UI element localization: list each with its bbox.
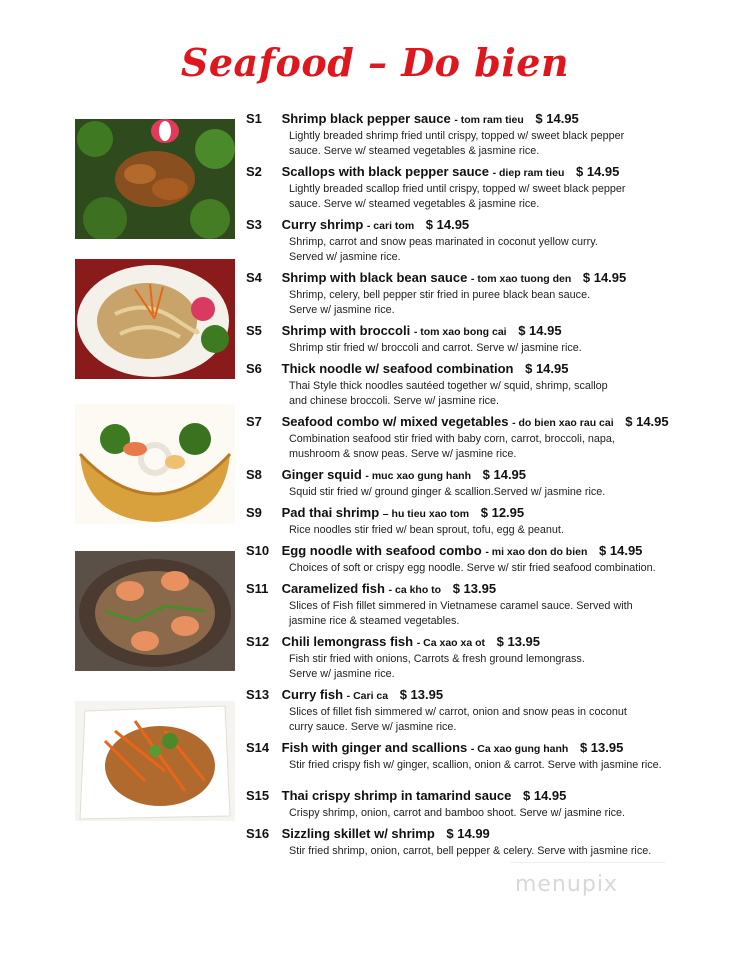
- menu-item: [246, 163, 741, 212]
- item-description: Stir fried shrimp, onion, carrot, bell pepper & celery. Serve with jasmine rice.: [289, 845, 652, 857]
- item-description: Slices of Fish fillet simmered in Vietnamese caramel sauce. Served with: [289, 600, 633, 612]
- item-price: $ 14.95: [576, 164, 620, 179]
- menu-item: [246, 269, 741, 318]
- menu-item: [246, 466, 741, 500]
- item-price: $ 14.95: [523, 788, 567, 803]
- item-viet-name: - do bien xao rau cai: [512, 417, 614, 429]
- menu-item: [246, 739, 741, 773]
- item-viet-name: - cari tom: [366, 220, 415, 232]
- menu-item: [246, 413, 741, 462]
- item-name: Seafood combo w/ mixed vegetables: [281, 414, 509, 429]
- item-description: sauce. Serve w/ steamed vegetables & jasmine rice.: [289, 198, 540, 210]
- item-viet-name: - mi xao don do bien: [485, 546, 588, 558]
- item-name: Thick noodle w/ seafood combination: [281, 361, 514, 376]
- item-name: Curry fish: [281, 687, 344, 702]
- item-name: Sizzling skillet w/ shrimp: [281, 826, 435, 841]
- item-description: Fish stir fried with onions, Carrots & fresh ground lemongrass.: [289, 653, 585, 665]
- menu-list: [246, 110, 741, 863]
- item-viet-name: - muc xao gung hanh: [365, 470, 472, 482]
- item-price: $ 14.95: [525, 361, 569, 376]
- menu-item: [246, 580, 741, 629]
- item-description: Lightly breaded scallop fried until crispy, topped w/ sweet black pepper: [289, 183, 626, 195]
- item-code: S11: [246, 581, 269, 596]
- menu-item: [246, 787, 741, 821]
- item-code: S13: [246, 687, 270, 702]
- item-viet-name: - Ca xao xa ot: [416, 637, 486, 649]
- item-price: $ 14.95: [582, 270, 627, 285]
- item-viet-name: - ca kho to: [388, 584, 442, 596]
- item-description: Stir fried crispy fish w/ ginger, scallion, onion & carrot. Serve with jasmine rice.: [289, 759, 662, 771]
- item-code: S10: [246, 543, 270, 558]
- menu-item: [246, 633, 741, 682]
- item-price: $ 14.95: [535, 111, 579, 126]
- food-photo-noodle-plate: [75, 259, 235, 379]
- page-title: Seafood – Do bien: [180, 40, 570, 85]
- watermark-logo: menupix: [515, 872, 618, 897]
- menu-item: [246, 542, 741, 576]
- item-viet-name: - diep ram tieu: [492, 167, 565, 179]
- menu-item: [246, 825, 741, 859]
- menu-item: [246, 686, 741, 735]
- item-code: S6: [246, 361, 262, 376]
- item-description: Serve w/ jasmine rice.: [289, 304, 395, 316]
- item-description: sauce. Serve w/ steamed vegetables & jasmine rice.: [289, 145, 540, 157]
- menu-item: [246, 360, 741, 409]
- item-price: $ 13.95: [496, 634, 541, 649]
- item-description: Served w/ jasmine rice.: [289, 251, 401, 263]
- item-name: Shrimp black pepper sauce: [281, 111, 451, 126]
- item-name: Ginger squid: [281, 467, 362, 482]
- item-viet-name: - tom xao tuong den: [470, 273, 572, 285]
- item-viet-name: - tom ram tieu: [454, 114, 524, 126]
- item-code: S1: [246, 111, 262, 126]
- item-code: S16: [246, 826, 270, 841]
- food-photo-fish-ginger: [75, 701, 235, 821]
- menu-item: [246, 322, 741, 356]
- item-name: Chili lemongrass fish: [281, 634, 414, 649]
- item-code: S12: [246, 634, 270, 649]
- item-description: mushroom & snow peas. Serve w/ jasmine rice.: [289, 448, 517, 460]
- item-code: S14: [246, 740, 270, 755]
- item-price: $ 14.95: [482, 467, 527, 482]
- item-description: Squid stir fried w/ ground ginger & scallion.Served w/ jasmine rice.: [289, 486, 606, 498]
- item-price: $ 12.95: [480, 505, 525, 520]
- item-description: Serve w/ jasmine rice.: [289, 668, 395, 680]
- item-price: $ 14.95: [425, 217, 470, 232]
- item-name: Caramelized fish: [281, 581, 385, 596]
- item-description: Combination seafood stir fried with baby corn, carrot, broccoli, napa,: [289, 433, 615, 445]
- item-name: Scallops with black pepper sauce: [281, 164, 489, 179]
- item-description: Slices of fillet fish simmered w/ carrot, onion and snow peas in coconut: [289, 706, 627, 718]
- item-name: Fish with ginger and scallions: [281, 740, 468, 755]
- item-description: Lightly breaded shrimp fried until crispy, topped w/ sweet black pepper: [289, 130, 625, 142]
- item-price: $ 14.99: [446, 826, 490, 841]
- item-code: S15: [246, 788, 270, 803]
- item-description: Shrimp, celery, bell pepper stir fried in puree black bean sauce.: [289, 289, 591, 301]
- item-name: Curry shrimp: [281, 217, 364, 232]
- item-viet-name: - Cari ca: [346, 690, 389, 702]
- item-viet-name: – hu tieu xao tom: [382, 508, 470, 520]
- item-code: S8: [246, 467, 262, 482]
- item-price: $ 13.95: [579, 740, 624, 755]
- menu-item: [246, 216, 741, 265]
- item-description: jasmine rice & steamed vegetables.: [289, 615, 460, 627]
- item-description: Thai Style thick noodles sautéed together w/ squid, shrimp, scallop: [289, 380, 608, 392]
- item-price: $ 14.95: [599, 543, 643, 558]
- food-photo-caramelized-fish: [75, 551, 235, 671]
- item-viet-name: - Ca xao gung hanh: [470, 743, 569, 755]
- item-code: S2: [246, 164, 262, 179]
- food-photo-shrimp-broccoli: [75, 119, 235, 239]
- item-name: Egg noodle with seafood combo: [281, 543, 482, 558]
- item-price: $ 14.95: [518, 323, 562, 338]
- item-code: S7: [246, 414, 262, 429]
- item-price: $ 14.95: [625, 414, 669, 429]
- item-code: S5: [246, 323, 262, 338]
- item-code: S9: [246, 505, 262, 520]
- item-name: Pad thai shrimp: [281, 505, 380, 520]
- item-description: Choices of soft or crispy egg noodle. Serve w/ stir fried seafood combination.: [289, 562, 656, 574]
- item-price: $ 13.95: [399, 687, 444, 702]
- item-description: Rice noodles stir fried w/ bean sprout, tofu, egg & peanut.: [289, 524, 564, 536]
- watermark-divider: [510, 862, 665, 863]
- item-viet-name: - tom xao bong cai: [413, 326, 507, 338]
- item-description: Crispy shrimp, onion, carrot and bamboo shoot. Serve w/ jasmine rice.: [289, 807, 626, 819]
- item-description: and chinese broccoli. Serve w/ jasmine rice.: [289, 395, 500, 407]
- item-description: curry sauce. Serve w/ jasmine rice.: [289, 721, 457, 733]
- menu-item: [246, 504, 741, 538]
- item-description: Shrimp, carrot and snow peas marinated in coconut yellow curry.: [289, 236, 598, 248]
- item-description: Shrimp stir fried w/ broccoli and carrot. Serve w/ jasmine rice.: [289, 342, 582, 354]
- item-code: S4: [246, 270, 262, 285]
- food-photo-seafood-basket: [75, 404, 235, 524]
- item-name: Shrimp with black bean sauce: [281, 270, 468, 285]
- item-name: Thai crispy shrimp in tamarind sauce: [281, 788, 512, 803]
- item-name: Shrimp with broccoli: [281, 323, 411, 338]
- menu-item: [246, 110, 741, 159]
- item-price: $ 13.95: [452, 581, 497, 596]
- item-code: S3: [246, 217, 262, 232]
